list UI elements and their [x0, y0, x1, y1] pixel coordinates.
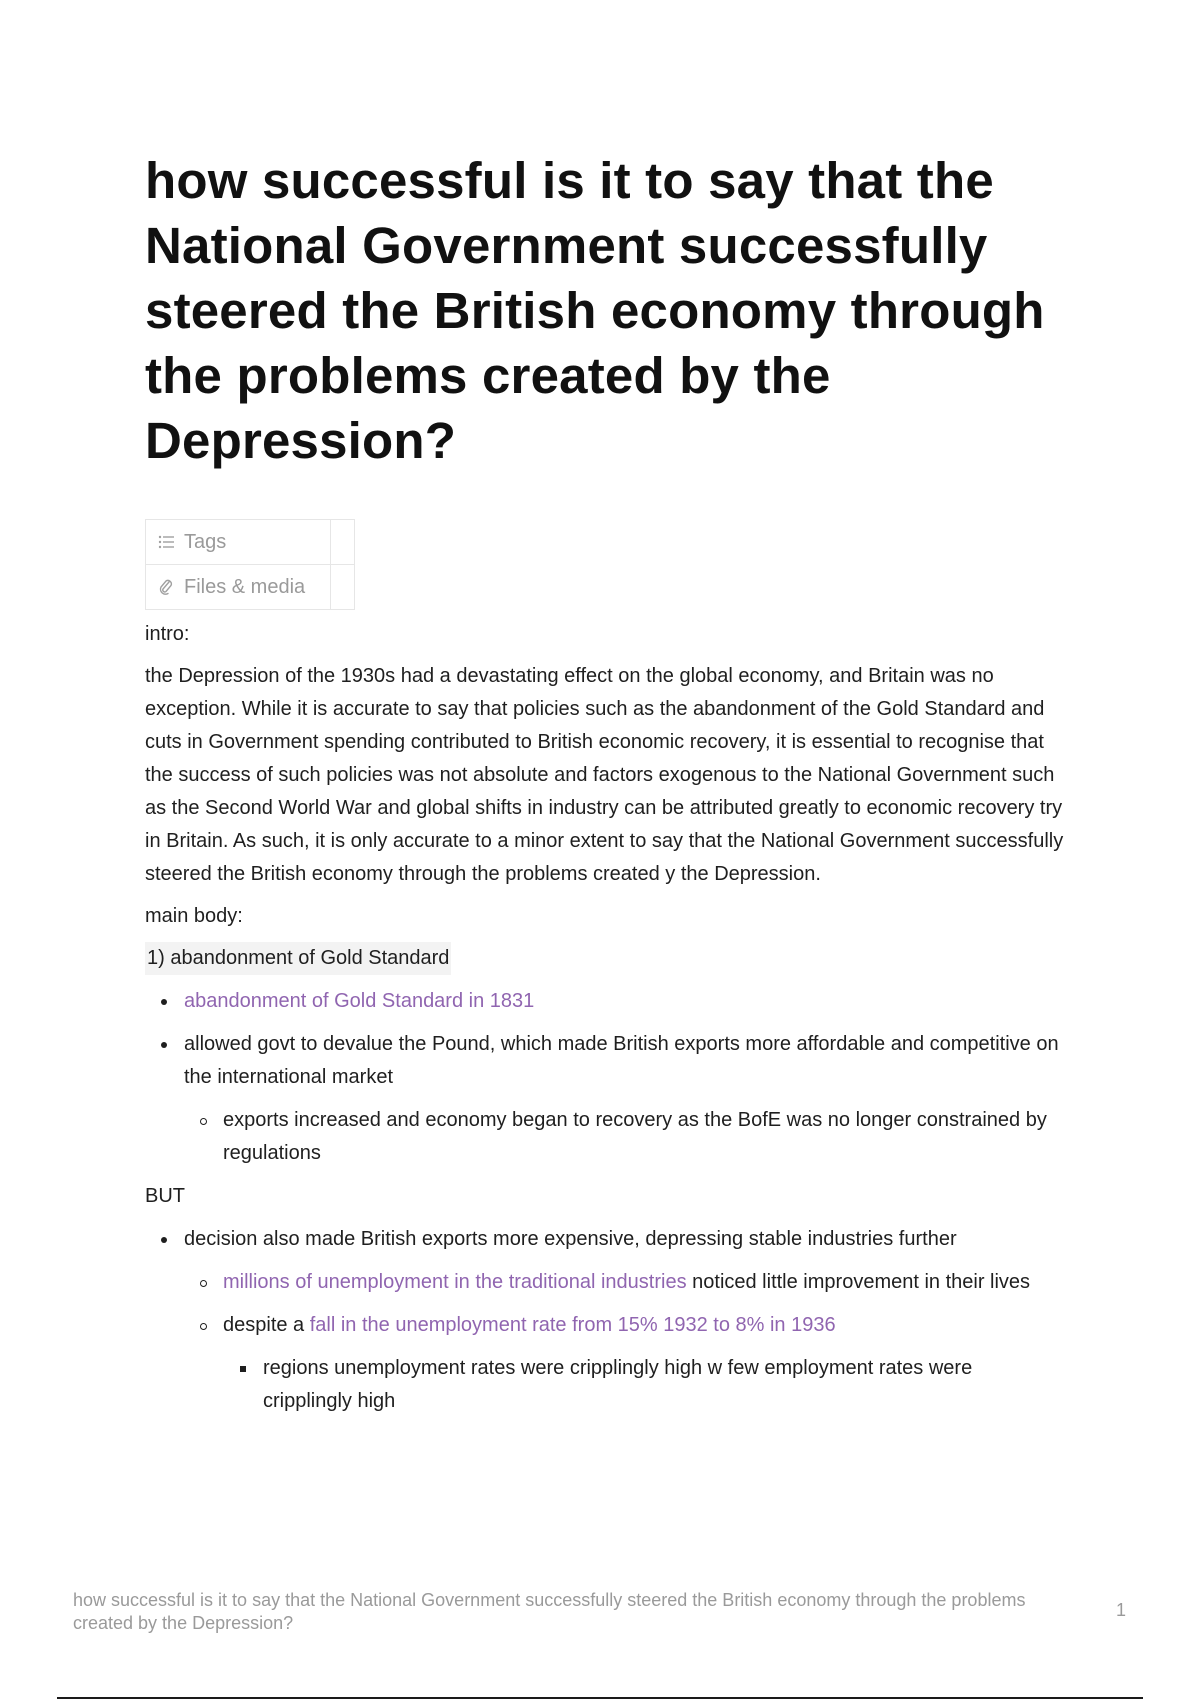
property-key [146, 520, 331, 564]
bullet-circle [200, 1118, 207, 1125]
intro-label: intro: [145, 623, 190, 645]
list-item-text: allowed govt to devalue the Pound, which made British exports more affordable and competitive on the international market [184, 1033, 1059, 1088]
section-heading: 1) abandonment of Gold Standard [145, 942, 451, 975]
intro-paragraph: the Depression of the 1930s had a devastating effect on the global economy, and Britain was no exception. While it is accurate to say that policies such as the abandonment of the Gold Standard and cuts in Government spending contributed to British economic recovery, it is essential to recognise that the success of such policies was not absolute and factors exogenous to the National Government such as the Second World War and global shifts in industry can be attributed greatly to economic recovery try in Britain. As such, it is only accurate to a minor extent to say that the National Government successfully steered the British economy through the problems created y the Depression. [145, 665, 1064, 885]
main-body-label: main body: [145, 905, 243, 927]
list-item-nested [145, 1352, 1065, 1418]
list-item-nested [145, 1266, 1065, 1299]
but-label: BUT [145, 1185, 185, 1207]
list-item-nested [145, 1309, 1065, 1342]
bullet-dot [161, 999, 167, 1005]
list-item-text: despite a [223, 1314, 310, 1336]
property-label-tags: Tags [184, 530, 227, 553]
bullet-circle [200, 1280, 207, 1287]
highlighted-text: millions of unemployment in the traditional industries [223, 1271, 687, 1293]
page-divider [57, 1697, 1143, 1699]
bullet-list [145, 1223, 1065, 1418]
list-item-text: noticed little improvement in their lives [686, 1271, 1031, 1293]
bullet-dot [161, 1042, 167, 1048]
list-item-text: decision also made British exports more expensive, depressing stable industries further [184, 1228, 957, 1250]
bullet-circle [200, 1323, 207, 1330]
list-item-nested [145, 1104, 1065, 1170]
property-label-files-media: Files & media [184, 575, 306, 598]
page-footer: how successful is it to say that the National Government successfully steered the British economy through the problems created by the Depression? [73, 1590, 1026, 1633]
property-row-tags[interactable] [146, 520, 354, 565]
page-title: how successful is it to say that the National Government successfully steered the British economy through the problems created by the Depression? [145, 152, 1045, 469]
property-key [146, 565, 331, 609]
properties-table [145, 519, 355, 610]
bullet-list [145, 985, 1065, 1170]
property-value-files-media[interactable] [331, 565, 354, 609]
list-item [145, 1028, 1065, 1094]
property-value-tags[interactable] [331, 520, 354, 564]
highlighted-text: fall in the unemployment rate from 15% 1932 to 8% in 1936 [309, 1314, 836, 1336]
page-number: 1 [1116, 1600, 1127, 1620]
highlighted-text: abandonment of Gold Standard in 1831 [184, 990, 535, 1012]
property-row-files-media[interactable] [146, 565, 354, 609]
paperclip-icon [157, 578, 175, 596]
bullet-square [240, 1366, 246, 1372]
list-item [145, 985, 1065, 1018]
list-item-text: regions unemployment rates were cripplingly high w few employment rates were cripplingly high [263, 1357, 973, 1412]
list-icon [157, 533, 175, 551]
list-item [145, 1223, 1065, 1256]
document-page [145, 148, 1065, 1418]
list-item-text: exports increased and economy began to recovery as the BofE was no longer constrained by regulations [223, 1109, 1047, 1164]
bullet-dot [161, 1237, 167, 1243]
